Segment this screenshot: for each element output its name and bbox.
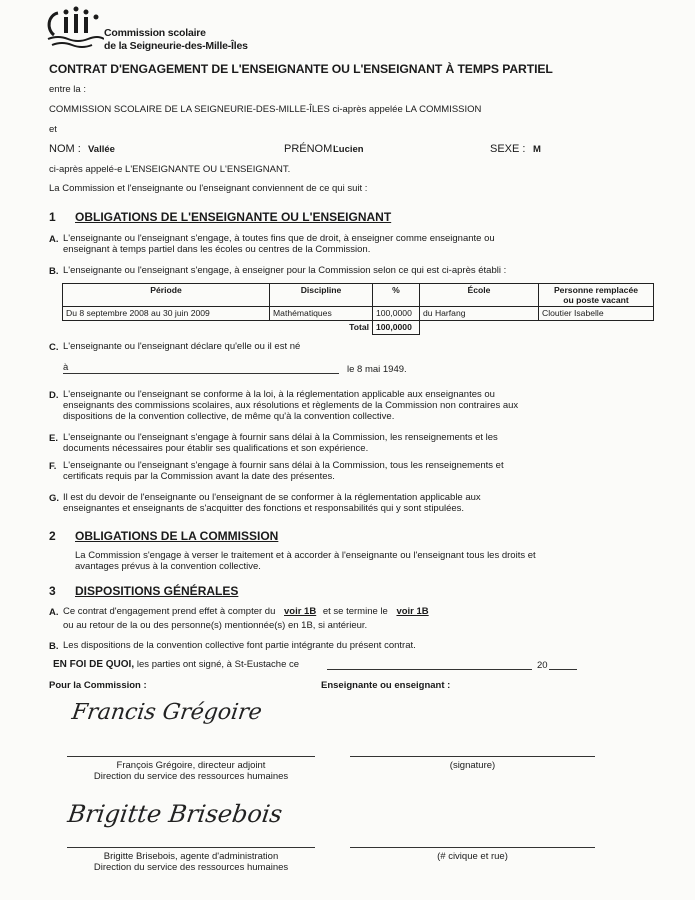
address-caption: (# civique et rue) bbox=[437, 851, 508, 862]
birthplace-line bbox=[63, 373, 339, 374]
total-label: Total bbox=[63, 321, 373, 335]
signature-gregoire: Francis Grégoire bbox=[70, 700, 264, 725]
section1-number: 1 bbox=[49, 210, 56, 224]
table-row bbox=[63, 307, 654, 321]
s1-c-text: L'enseignante ou l'enseignant déclare qu'elle ou il est né bbox=[63, 341, 301, 352]
conviennent-text: La Commission et l'enseignante ou l'enseignant conviennent de ce qui suit : bbox=[49, 183, 368, 194]
logo bbox=[44, 5, 104, 51]
prenom-value: Lucien bbox=[333, 144, 364, 155]
s3-b-text: Les dispositions de la convention collective font partie intégrante du présent contrat. bbox=[63, 640, 416, 651]
nom-label: NOM : bbox=[49, 143, 81, 155]
section3-title: DISPOSITIONS GÉNÉRALES bbox=[75, 584, 239, 598]
s1-a-text: L'enseignante ou l'enseignant s'engage, à toutes fins que de droit, à enseigner comme enseignante ou enseignant à temps partiel dans les écoles ou centres de la Commission. bbox=[63, 233, 495, 256]
year-line bbox=[549, 669, 577, 670]
section1-title: OBLIGATIONS DE L'ENSEIGNANTE OU L'ENSEIGNANT bbox=[75, 210, 392, 224]
nom-value: Vallée bbox=[88, 144, 115, 155]
s1-c-a: à bbox=[63, 362, 69, 373]
logo-icon bbox=[44, 5, 104, 51]
s3-a-line2: ou au retour de la ou des personne(s) mentionnée(s) en 1B, si antérieur. bbox=[63, 620, 368, 631]
intro-et: et bbox=[49, 124, 57, 135]
col-percent: % bbox=[373, 284, 420, 307]
cell-ecole: du Harfang bbox=[420, 307, 539, 321]
table-total-row bbox=[63, 321, 654, 335]
sig1-dept: Direction du service des ressources humaines bbox=[93, 771, 289, 782]
commission-label: Pour la Commission : bbox=[49, 680, 147, 691]
s3-b-letter: B. bbox=[49, 641, 59, 652]
start-date-ref: voir 1B bbox=[284, 606, 317, 617]
section3-number: 3 bbox=[49, 584, 56, 598]
page-title: CONTRAT D'ENGAGEMENT DE L'ENSEIGNANTE OU L'ENSEIGNANT À TEMPS PARTIEL bbox=[49, 62, 553, 76]
s1-b-text: L'enseignante ou l'enseignant s'engage, à enseigner pour la Commission selon ce qui est ci-après établi : bbox=[63, 265, 507, 276]
intro-entre: entre la : bbox=[49, 84, 86, 95]
signature-caption: (signature) bbox=[449, 760, 496, 771]
sexe-value: M bbox=[533, 144, 541, 155]
cell-personne: Cloutier Isabelle bbox=[539, 307, 654, 321]
sig2-dept: Direction du service des ressources humaines bbox=[93, 862, 289, 873]
address-line[interactable] bbox=[350, 847, 595, 848]
section2-title: OBLIGATIONS DE LA COMMISSION bbox=[75, 529, 279, 543]
apres-text: ci-après appelé-e L'ENSEIGNANTE OU L'ENSEIGNANT. bbox=[49, 164, 291, 175]
end-date-ref: voir 1B bbox=[396, 606, 429, 617]
s1-d-letter: D. bbox=[49, 390, 59, 401]
org-name-line1: Commission scolaire bbox=[104, 27, 206, 39]
cell-periode: Du 8 septembre 2008 au 30 juin 2009 bbox=[63, 307, 270, 321]
s1-e-letter: E. bbox=[49, 433, 58, 444]
org-name-line2: de la Seigneurie-des-Mille-Îles bbox=[104, 40, 248, 52]
date-line bbox=[327, 669, 532, 670]
sig1-name: François Grégoire, directeur adjoint bbox=[116, 760, 266, 771]
enseignant-label: Enseignante ou enseignant : bbox=[321, 680, 451, 691]
cell-percent: 100,0000 bbox=[373, 307, 420, 321]
cell-discipline: Mathématiques bbox=[270, 307, 373, 321]
teacher-signature-line[interactable] bbox=[350, 756, 595, 757]
s3-a-line1: Ce contrat d'engagement prend effet à compter du voir 1B et se termine le voir 1B bbox=[63, 606, 429, 617]
s1-c-date: le 8 mai 1949. bbox=[347, 364, 407, 375]
signature-brisebois: Brigitte Brisebois bbox=[66, 800, 285, 828]
sig1-line bbox=[67, 756, 315, 757]
prenom-label: PRÉNOM : bbox=[284, 143, 339, 155]
sig2-line bbox=[67, 847, 315, 848]
s1-f-text: L'enseignante ou l'enseignant s'engage à fournir sans délai à la Commission, tous les renseignements et certificats requis par la Commission avant la date des présentes. bbox=[63, 460, 504, 483]
s1-c-letter: C. bbox=[49, 342, 59, 353]
s1-a-letter: A. bbox=[49, 234, 59, 245]
s1-g-letter: G. bbox=[49, 493, 60, 504]
sig2-name: Brigitte Brisebois, agente d'administration bbox=[103, 851, 279, 862]
col-discipline: Discipline bbox=[270, 284, 373, 307]
foi-year: 20 bbox=[537, 660, 548, 671]
sexe-label: SEXE : bbox=[490, 143, 526, 155]
col-periode: Période bbox=[63, 284, 270, 307]
section2-number: 2 bbox=[49, 529, 56, 543]
intro-commission: COMMISSION SCOLAIRE DE LA SEIGNEURIE-DES-MILLE-ÎLES ci-après appelée LA COMMISSION bbox=[49, 104, 482, 115]
total-value: 100,0000 bbox=[373, 321, 420, 335]
foi-line: EN FOI DE QUOI, les parties ont signé, à St-Eustache ce bbox=[53, 659, 300, 670]
s2-text: La Commission s'engage à verser le traitement et à accorder à l'enseignante ou l'enseignant tous les droits et avantages prévus à la convention collective. bbox=[75, 550, 536, 573]
s1-g-text: Il est du devoir de l'enseignante ou l'enseignant de se conformer à la réglementation applicable aux enseignantes et enseignants de s'acquitter des fonctions et responsabilités qui y sont stipulées. bbox=[63, 492, 481, 515]
s1-b-letter: B. bbox=[49, 266, 59, 277]
s1-e-text: L'enseignante ou l'enseignant s'engage à fournir sans délai à la Commission, les renseignements et les documents nécessaires pour établir ses qualifications et son expérience. bbox=[63, 432, 498, 455]
col-ecole: École bbox=[420, 284, 539, 307]
s1-f-letter: F. bbox=[49, 461, 57, 472]
assignment-table bbox=[62, 283, 654, 335]
col-personne: Personne remplacée ou poste vacant bbox=[539, 284, 654, 307]
s1-d-text: L'enseignante ou l'enseignant se conforme à la loi, à la réglementation applicable aux enseignantes ou enseignants des commissions scolaires, aux résolutions et règlements de la Commission non contraires aux dispositions de la convention collective, de même qu'à la convention collective. bbox=[63, 389, 519, 423]
s3-a-letter: A. bbox=[49, 607, 59, 618]
